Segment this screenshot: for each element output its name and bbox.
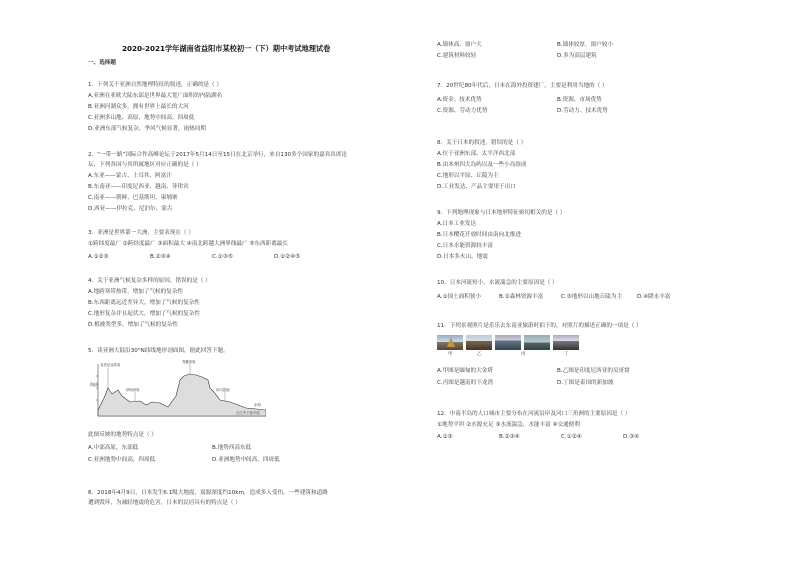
- q11-option-a[interactable]: A.甲图是缅甸的大金塔: [437, 368, 493, 374]
- q9-stem: 9．下列地理现象与日本地形特征密切相关的是（ ）: [437, 210, 566, 216]
- q6-option-d[interactable]: D.多为高层建筑: [557, 53, 597, 59]
- profile-label-sea: 东海: [254, 403, 261, 407]
- q11-stem: 11．下列景观照片是乐乐去东南亚旅游时拍下的，对照片的描述正确的一项是（ ）: [437, 323, 642, 329]
- q8-option-c[interactable]: C.地形以平原、丘陵为主: [437, 173, 499, 179]
- q5-stem: 5．读亚洲大陆沿30°N纬线地形剖面图，据此回答下题。: [88, 348, 229, 354]
- q12-option-a[interactable]: A.①③: [437, 434, 453, 440]
- section-heading: 一、选择题: [88, 60, 116, 66]
- q6-option-b[interactable]: B.墙体较厚，窗户较小: [557, 42, 613, 48]
- q4-option-a[interactable]: A.地跨寒带热带，增加了气候的复杂性: [88, 289, 184, 295]
- photo-label-ding: 丁: [564, 352, 569, 357]
- q2-option-c[interactable]: C.南亚——朝鲜、巴基斯坦、柬埔寨: [88, 195, 178, 201]
- profile-label-mid1: 伊朗高原: [126, 388, 140, 392]
- q3-option-a[interactable]: A.①②③: [88, 254, 109, 260]
- q4-option-c[interactable]: C.地形复杂并且起伏大，增加了气候的复杂性: [88, 311, 200, 317]
- terrain-profile-figure: [90, 358, 266, 424]
- profile-label-mid2: 青藏高原: [182, 360, 196, 364]
- q4-stem: 4．关于亚洲气候复杂多样的原因，错误的是（ ）: [88, 278, 211, 284]
- q9-option-a[interactable]: A.日本工业发达: [437, 221, 477, 227]
- q1-stem: 1．下列关于亚洲自然地理特征的叙述，正确的是（ ）: [88, 82, 222, 88]
- q2-stem-line1: 2．“一带一路”国际合作高峰论坛于2017年5月14日至15日在北京举行，来自130多个国家的嘉宾出席论: [88, 152, 348, 158]
- photo-label-jia: 甲: [448, 352, 453, 357]
- q1-option-d[interactable]: D.亚洲东部气候复杂，季风气候显著，雨热同期: [88, 126, 206, 132]
- q9-option-b[interactable]: B.日本樱花开放时间由南向北推进: [437, 232, 521, 238]
- q11-photo-bing2: [524, 335, 550, 350]
- q11-option-d[interactable]: D.丁图是泰国的新加坡: [557, 380, 614, 386]
- profile-label-right: 长江中下游平原: [236, 411, 260, 415]
- profile-label-mid3: 四川盆地: [216, 388, 230, 392]
- q5-option-a[interactable]: A.中部高原，东部低: [88, 445, 139, 451]
- q1-option-a[interactable]: A.亚洲在亚欧大陆东部是世界最大宽广面积的内陆湖名: [88, 93, 223, 99]
- photo-label-bing: 丙: [521, 352, 526, 357]
- q8-option-a[interactable]: A.位于亚洲东部、太平洋西北部: [437, 151, 516, 157]
- profile-label-left: 亚美尼亚高原: [100, 363, 121, 367]
- q11-photo-bing: [495, 335, 521, 350]
- q12-items: ①地势平坦 ②水源充足 ③水流湍急，水能丰富 ④交通便利: [437, 422, 580, 428]
- q12-stem: 12．中南半岛的人口城市主要分布在河流沿岸及河口三角洲的主要原因是（ ）: [437, 411, 631, 417]
- q11-photo-jia: [437, 335, 463, 350]
- q3-option-d[interactable]: D.①②④⑤: [274, 254, 301, 260]
- q12-option-d[interactable]: D.③④: [623, 434, 640, 440]
- q3-items: ①跨纬度最广 ②跨经度最广 ③面积最大 ④南北跨越大洲界线最广 ⑤东西距离最长: [88, 241, 288, 247]
- q3-option-c[interactable]: C.①③⑤: [212, 254, 233, 260]
- profile-y-label: 海拔: [90, 382, 98, 387]
- q7-option-a[interactable]: A.资金、技术优势: [437, 97, 482, 103]
- q6-option-a[interactable]: A.墙体高、窗户大: [437, 42, 482, 48]
- q2-stem-line2: 坛，下列各国与其所属地区对应正确的是（ ）: [88, 162, 202, 168]
- q3-option-b[interactable]: B.②③④: [150, 254, 171, 260]
- q2-option-b[interactable]: B.东南亚——印度尼西亚、越南、菲律宾: [88, 184, 189, 190]
- q8-option-d[interactable]: D.工业发达、产品主要用于出口: [437, 184, 516, 190]
- q5-question: 此图反映的地势特点是（ ）: [88, 432, 157, 438]
- q2-option-a[interactable]: A.东亚——蒙古、土耳其、阿富汗: [88, 173, 172, 179]
- q10-option-b[interactable]: B.②森林资源丰富: [499, 294, 544, 300]
- q10-option-c[interactable]: C.③地形以山地丘陵为主: [561, 294, 623, 300]
- q6-stem-line2: 遭到毁坏，为减轻地震的危害，日本的民居具有的特点是（ ）: [88, 500, 241, 506]
- q4-option-d[interactable]: D.植被类型多，增加了气候的复杂性: [88, 322, 178, 328]
- q1-option-b[interactable]: B.亚洲河湖众多，拥有世界上最长的大河: [88, 104, 189, 110]
- q10-option-a[interactable]: A.①国土面积狭小: [437, 294, 482, 300]
- q2-option-d[interactable]: D.西亚——伊拉克、尼泊尔、蒙古: [88, 206, 173, 212]
- q5-option-d[interactable]: D.亚洲地势中间高，四周低: [212, 457, 280, 463]
- q7-option-c[interactable]: C.资源、劳动力优势: [437, 108, 488, 114]
- q11-option-b[interactable]: B.乙图是印度尼西亚的吴哥窟: [557, 368, 630, 374]
- q5-option-c[interactable]: C.亚洲地势中间高，四周低: [88, 457, 156, 463]
- q12-option-b[interactable]: B.②③④: [499, 434, 520, 440]
- q8-option-b[interactable]: B.由本州四大岛屿以及一些小岛组成: [437, 162, 527, 168]
- q10-option-d[interactable]: D.④降水丰富: [637, 294, 671, 300]
- q7-option-d[interactable]: D.劳动力、技术优势: [557, 108, 608, 114]
- q9-option-d[interactable]: D.日本多火山、地震: [437, 254, 488, 260]
- q11-photo-ding: [553, 335, 579, 350]
- photo-label-yi: 乙: [477, 352, 482, 357]
- q5-option-b[interactable]: B.地势西高东低: [212, 445, 252, 451]
- q6-stem-line1: 6．2018年4月9日，日本发生6.1级大地震，震源深度约10km，造成多人受伤，一些建筑和道路: [88, 490, 328, 496]
- q10-stem: 10．日本河流短小，水流湍急的主要原因是（ ）: [437, 280, 558, 286]
- q11-option-c[interactable]: C.丙图是越南的下龙湾: [437, 380, 494, 386]
- q1-option-c[interactable]: C.亚洲多山地、高原，地势中间高、四周低: [88, 115, 195, 121]
- q4-option-b[interactable]: B.东西距离远近差异大，增加了气候的复杂性: [88, 300, 200, 306]
- q9-option-c[interactable]: C.日本水能资源较丰富: [437, 243, 494, 249]
- terrain-profile-line: [98, 374, 266, 416]
- q8-stem: 8．关于日本的叙述，错误的是（ ）: [437, 140, 527, 146]
- q7-stem: 7．20世纪80年代后，日本在海外投资建厂，主要是利用当地的（ ）: [437, 83, 608, 89]
- q11-photo-yi: [466, 335, 492, 350]
- q3-stem: 3．亚洲是世界第一大洲，主要表现在（ ）: [88, 230, 195, 236]
- q7-option-b[interactable]: B.资源、市场优势: [557, 97, 602, 103]
- q6-option-c[interactable]: C.建筑材料较轻: [437, 53, 477, 59]
- page-title: 2020-2021学年湖南省益阳市某校初一（下）期中考试地理试卷: [122, 44, 331, 53]
- q12-option-c[interactable]: C.①②④: [561, 434, 582, 440]
